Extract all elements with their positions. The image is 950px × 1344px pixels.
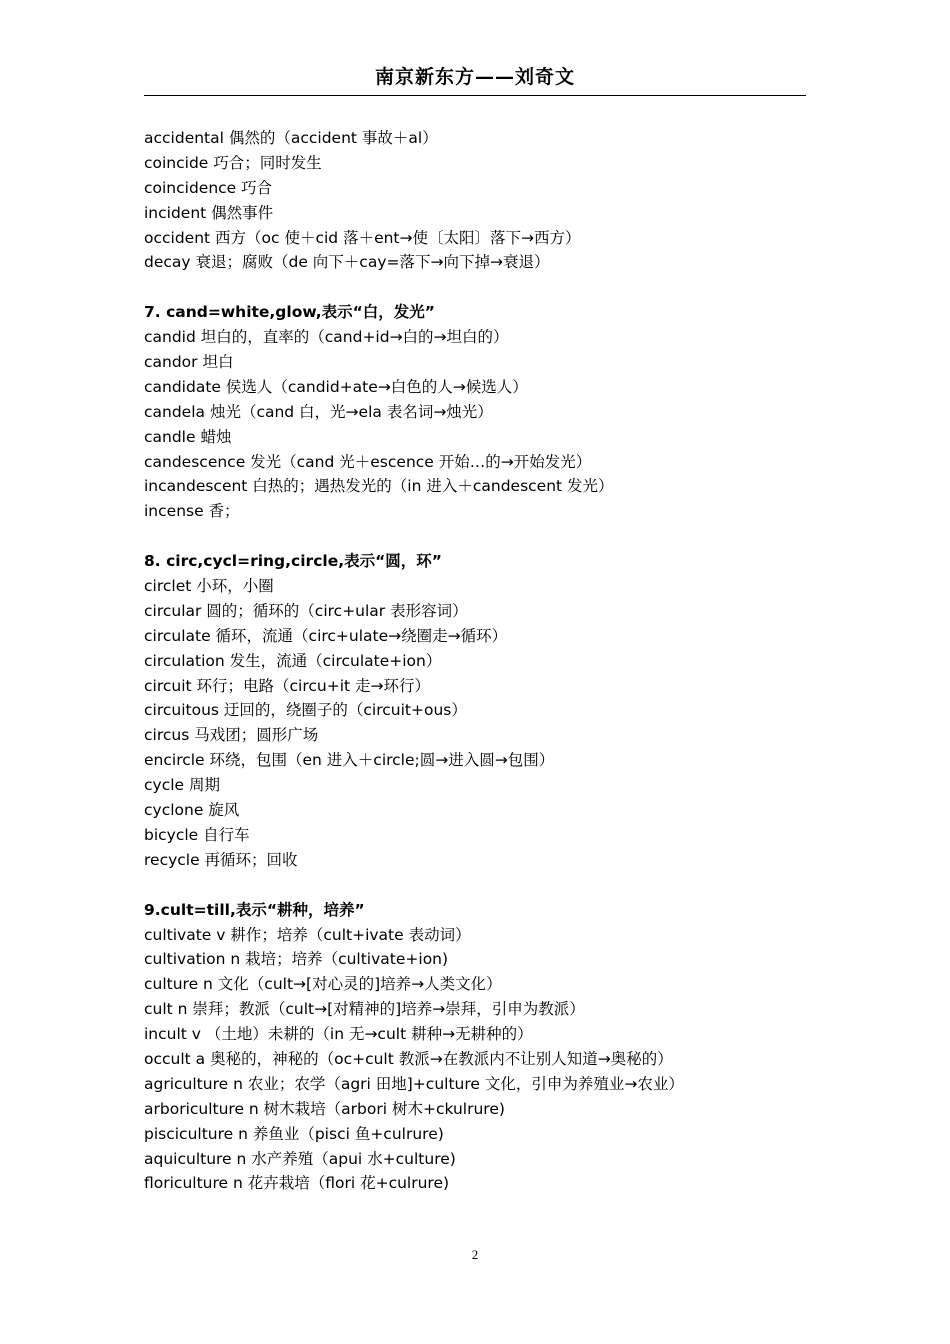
vocab-entry: circlet 小环，小圈 — [144, 577, 274, 596]
vocab-entry: cyclone 旋风 — [144, 801, 240, 820]
vocab-entry: occident 西方（oc 使＋cid 落＋ent→使〔太阳〕落下→西方） — [144, 228, 581, 247]
vocab-entry: decay 衰退；腐败（de 向下＋cay=落下→向下掉→衰退） — [144, 253, 550, 272]
vocab-entry: candescence 发光（cand 光＋escence 开始…的→开始发光） — [144, 452, 592, 471]
blank-line — [144, 275, 824, 300]
vocab-entry: culture n 文化（cult→[对心灵的]培养→人类文化） — [144, 975, 502, 994]
vocab-entry: occult a 奥秘的，神秘的（oc+cult 教派→在教派内不让别人知道→奥秘的） — [144, 1049, 673, 1068]
vocab-entry: aquiculture n 水产养殖（apui 水+culture) — [144, 1149, 456, 1168]
vocab-entry: recycle 再循环；回收 — [144, 850, 298, 869]
vocab-entry: circulate 循环，流通（circ+ulate→绕圈走→循环） — [144, 626, 508, 645]
blank-line — [144, 524, 824, 549]
vocab-entry: cultivation n 栽培；培养（cultivate+ion) — [144, 950, 449, 969]
vocab-entry: agriculture n 农业；农学（agri 田地]+culture 文化，引申为养殖业→农业） — [144, 1074, 684, 1093]
vocab-entry: incult v （土地）未耕的（in 无→cult 耕种→无耕种的） — [144, 1025, 533, 1044]
section-heading: 9.cult=till,表示“耕种，培养” — [144, 900, 365, 919]
vocab-entry: candidate 侯选人（candid+ate→白色的人→候选人） — [144, 377, 528, 396]
document-body — [144, 126, 824, 1196]
vocab-entry: circuitous 迂回的，绕圈子的（circuit+ous） — [144, 701, 467, 720]
vocab-entry: encircle 环绕，包围（en 进入＋circle;圆→进入圆→包围） — [144, 751, 555, 770]
vocab-entry: coincide 巧合；同时发生 — [144, 153, 322, 172]
vocab-entry: cultivate v 耕作；培养（cult+ivate 表动词） — [144, 925, 471, 944]
vocab-entry: candle 蜡烛 — [144, 427, 232, 446]
vocab-entry: incandescent 白热的；遇热发光的（in 进入＋candescent 发光） — [144, 477, 614, 496]
vocab-entry: cult n 崇拜；教派（cult→[对精神的]培养→崇拜，引申为教派） — [144, 1000, 585, 1019]
blank-line — [144, 873, 824, 898]
vocab-entry: cycle 周期 — [144, 776, 220, 795]
vocab-entry: candela 烛光（cand 白，光→ela 表名词→烛光） — [144, 402, 493, 421]
vocab-entry: bicycle 自行车 — [144, 825, 250, 844]
page-header — [144, 62, 806, 96]
page-number: 2 — [471, 1247, 479, 1262]
vocab-entry: candid 坦白的，直率的（cand+id→白的→坦白的） — [144, 328, 509, 347]
section-heading: 8. circ,cycl=ring,circle,表示“圆，环” — [144, 552, 442, 571]
vocab-entry: arboriculture n 树木栽培（arbori 树木+ckulrure) — [144, 1099, 505, 1118]
vocab-entry: pisciculture n 养鱼业（pisci 鱼+culrure) — [144, 1124, 444, 1143]
vocab-entry: coincidence 巧合 — [144, 178, 273, 197]
vocab-entry: candor 坦白 — [144, 353, 234, 372]
vocab-entry: incense 香； — [144, 502, 240, 521]
vocab-entry: circular 圆的；循环的（circ+ular 表形容词） — [144, 601, 468, 620]
header-title: 南京新东方——刘奇文 — [374, 66, 575, 88]
vocab-entry: circulation 发生，流通（circulate+ion） — [144, 651, 442, 670]
vocab-entry: incident 偶然事件 — [144, 203, 274, 222]
vocab-entry: circuit 环行；电路（circu+it 走→环行） — [144, 676, 431, 695]
vocab-entry: accidental 偶然的（accident 事故＋al） — [144, 129, 438, 147]
vocab-entry: circus 马戏团；圆形广场 — [144, 726, 319, 745]
vocab-entry: floriculture n 花卉栽培（flori 花+culrure) — [144, 1174, 450, 1193]
section-heading: 7. cand=white,glow,表示“白，发光” — [144, 303, 435, 322]
